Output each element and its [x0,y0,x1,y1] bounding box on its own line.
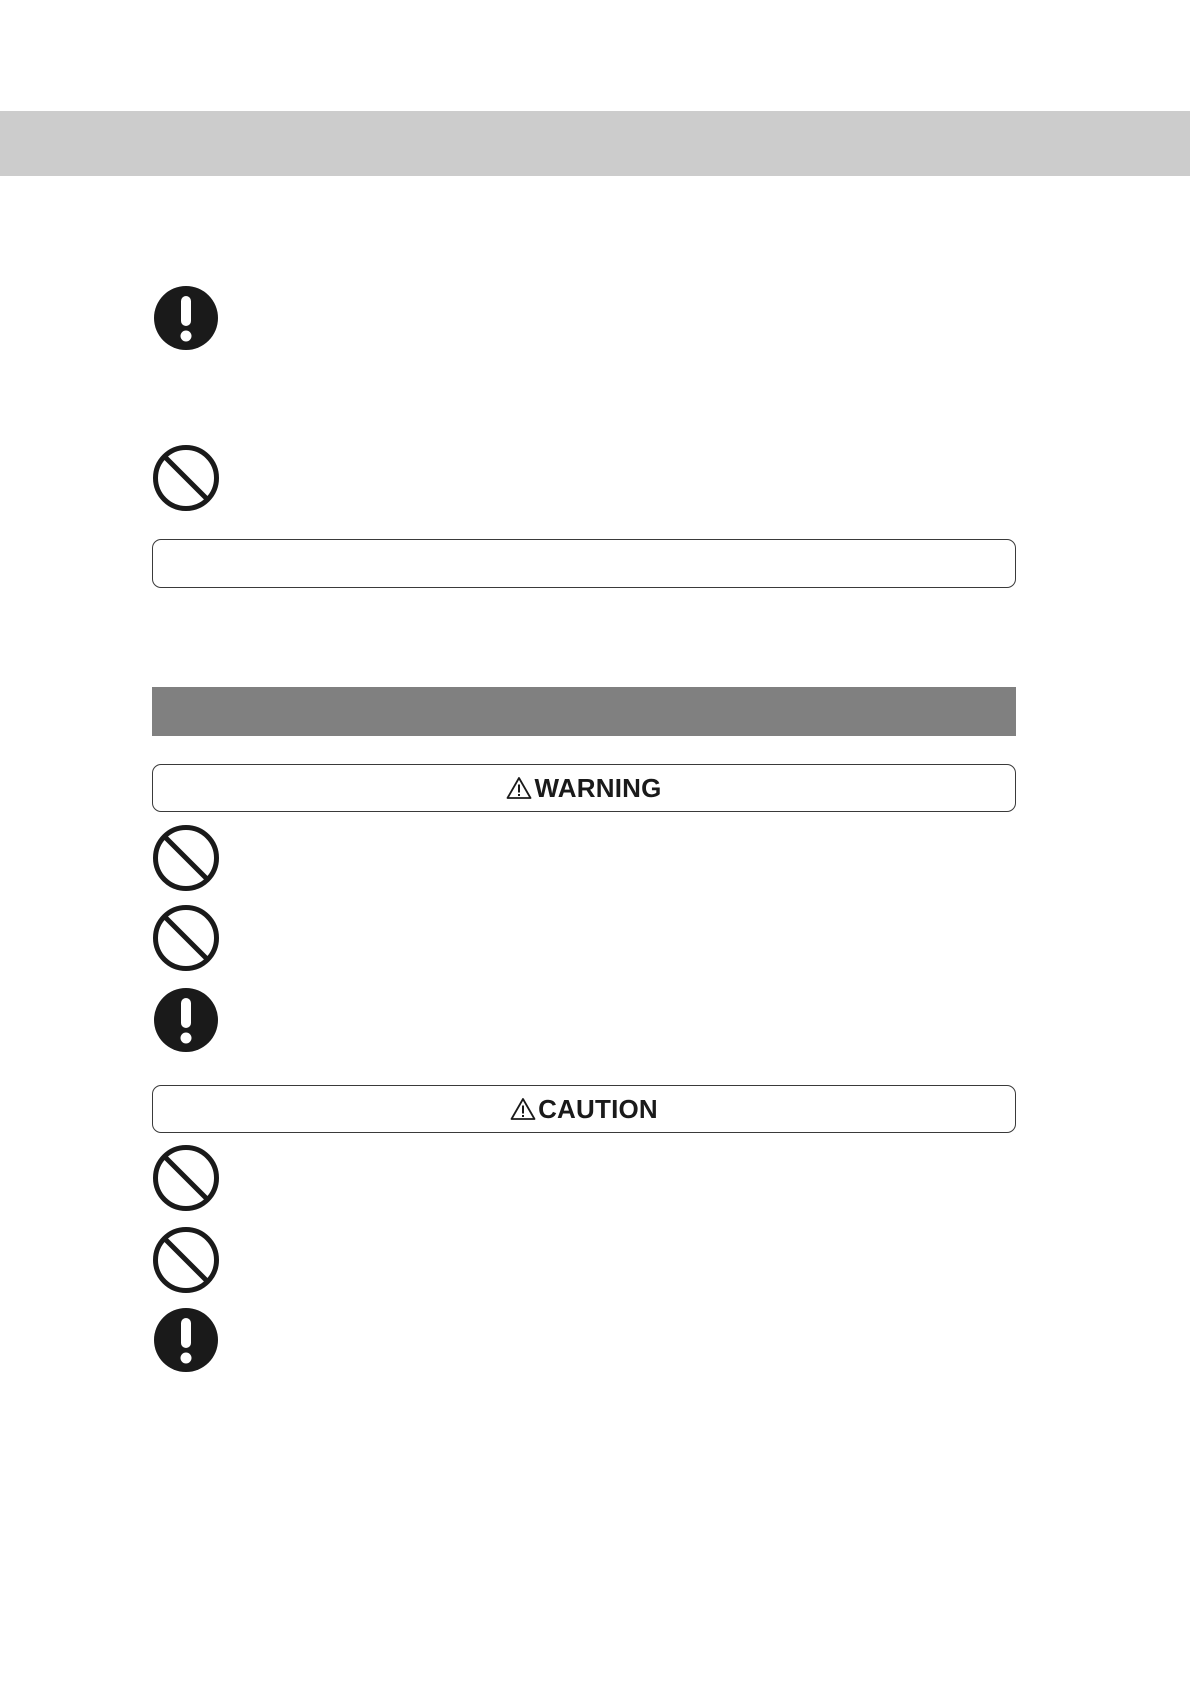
warning-label: WARNING [534,772,662,803]
header-band [0,111,1190,176]
warning-signal-box [152,764,1016,812]
prohibition-icon [152,904,220,972]
prohibition-icon [152,1226,220,1294]
caution-signal-box [152,1085,1016,1133]
caution-label: CAUTION [538,1093,658,1124]
caution-triangle-icon [510,1097,536,1121]
mandatory-action-icon [152,284,220,352]
note-box [152,539,1016,588]
prohibition-icon [152,444,220,512]
caution-signal-label-wrap [510,1094,658,1125]
prohibition-icon [152,1144,220,1212]
mandatory-action-icon [152,1306,220,1374]
section-title-bar [152,687,1016,736]
warning-triangle-icon [506,776,532,800]
warning-signal-label-wrap [506,773,661,804]
prohibition-icon [152,824,220,892]
mandatory-action-icon [152,986,220,1054]
